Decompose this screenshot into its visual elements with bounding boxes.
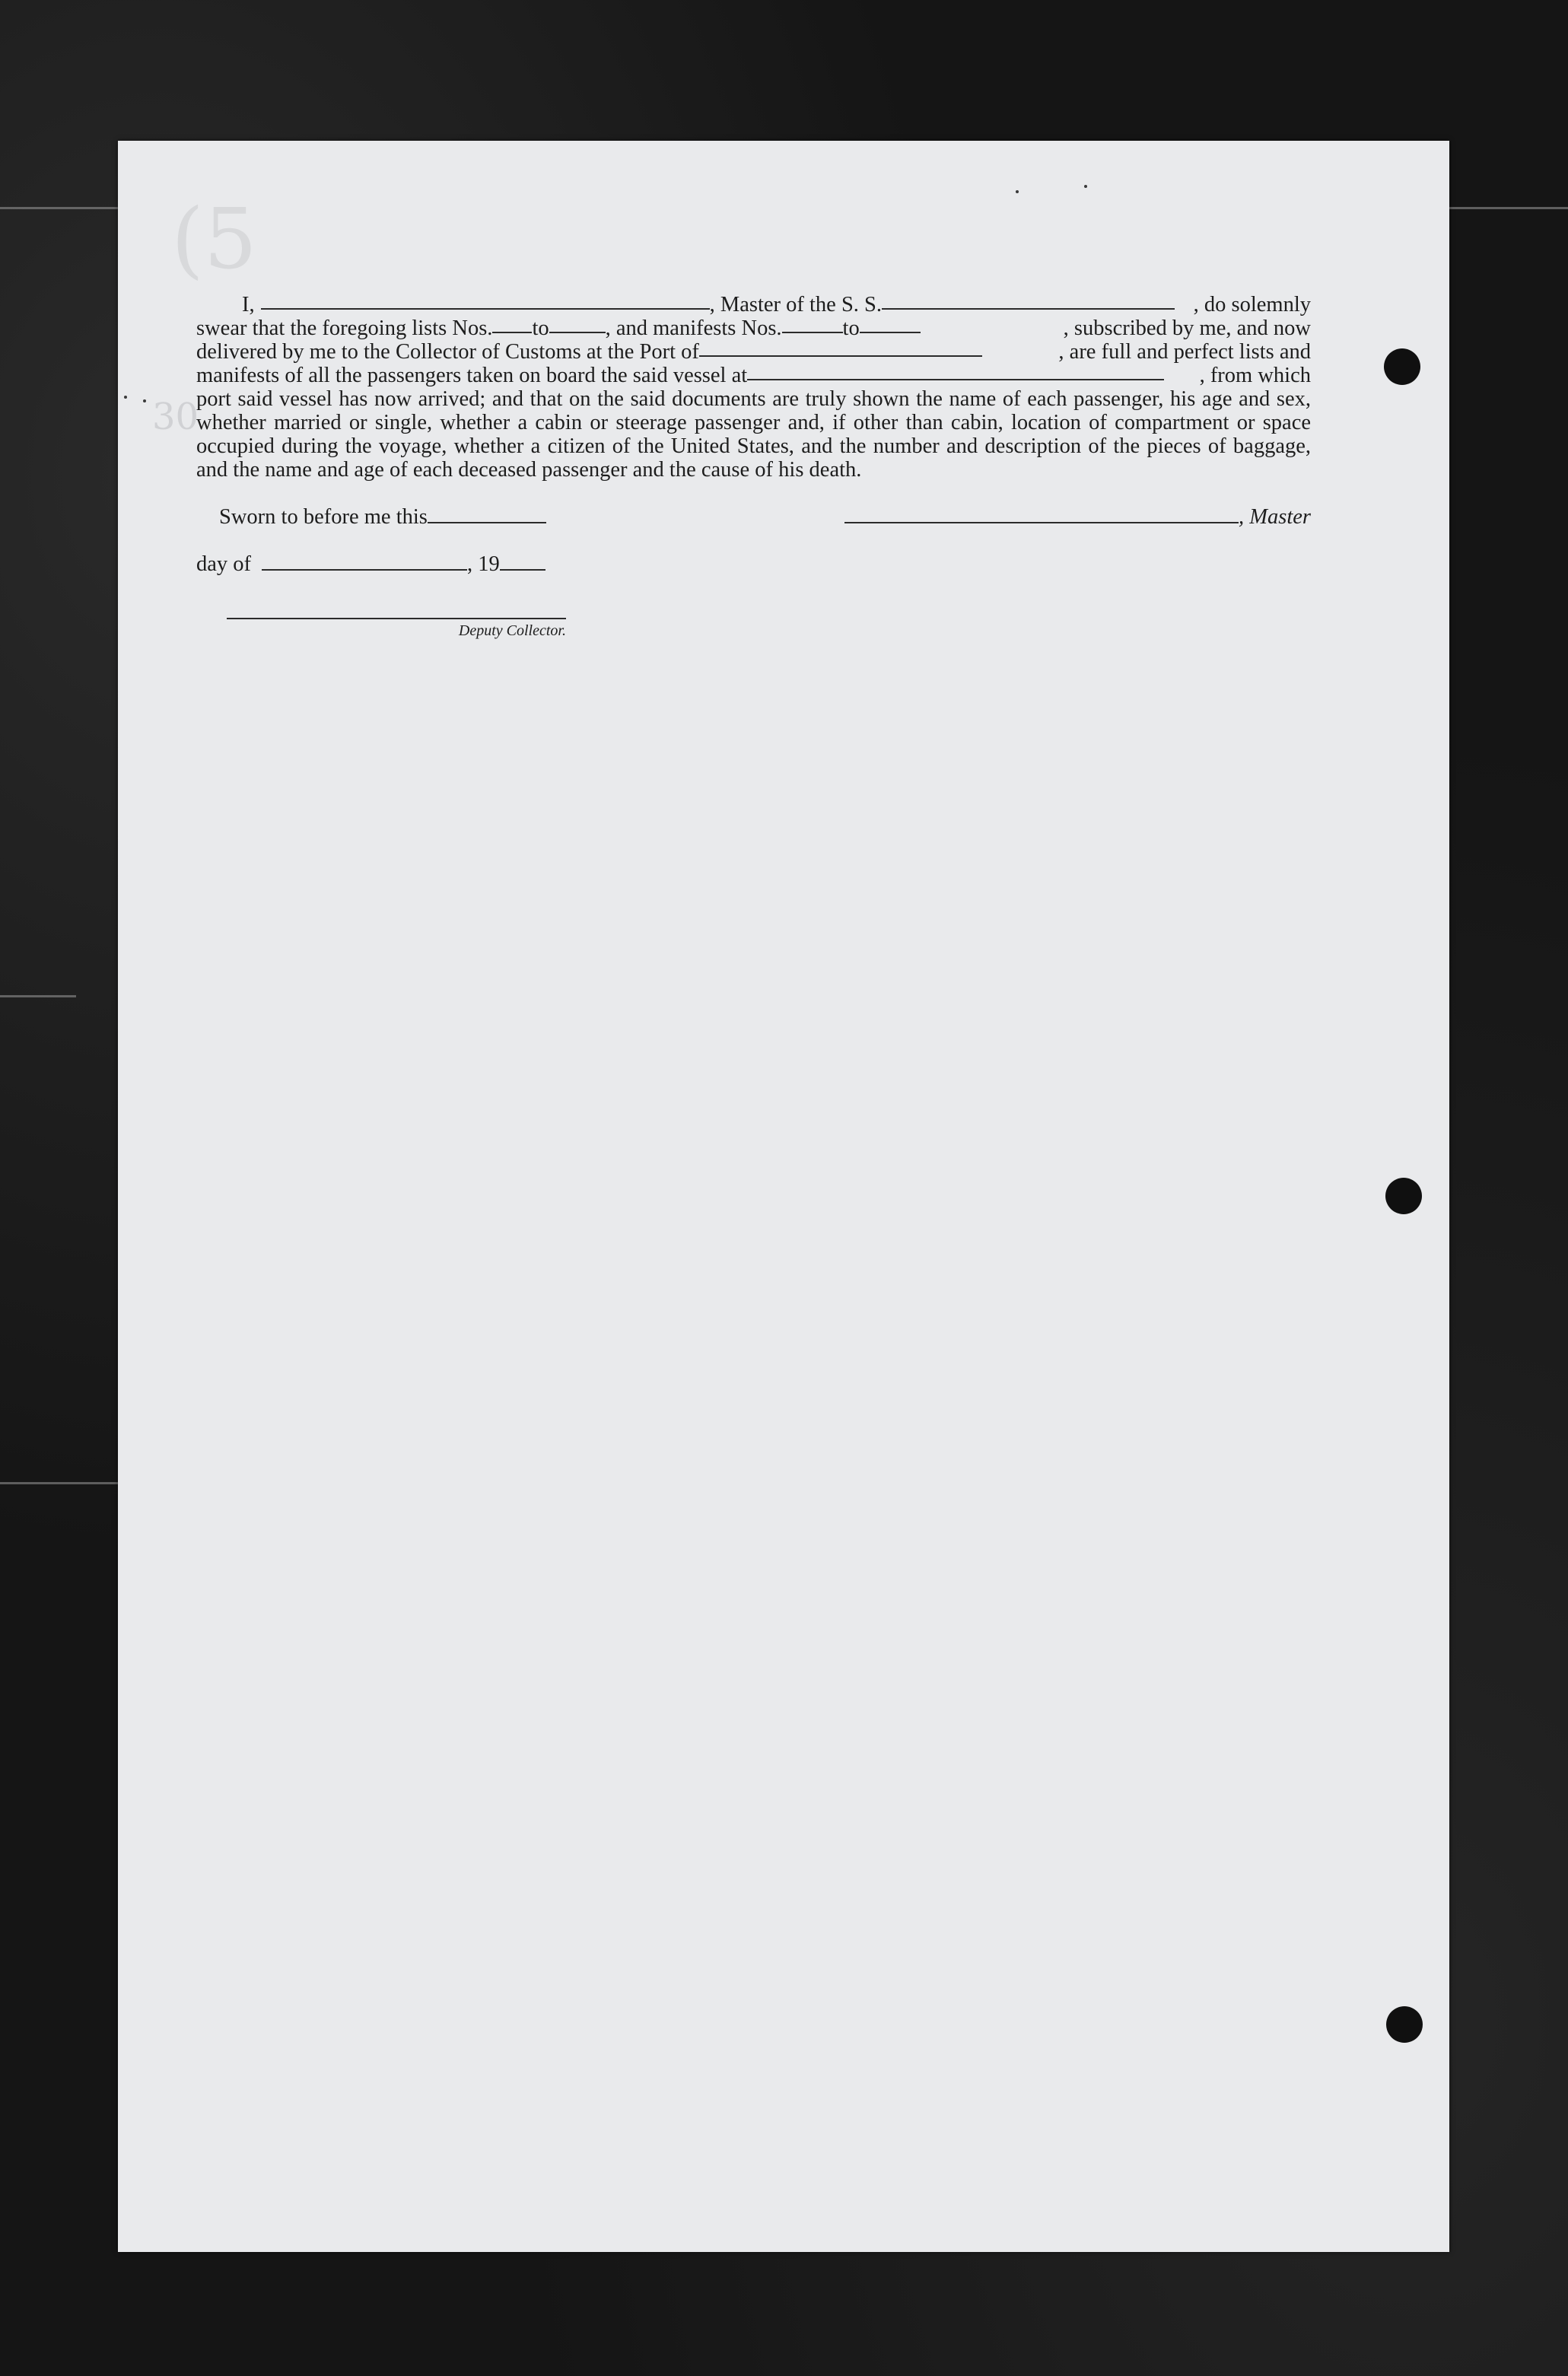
month-blank: [262, 554, 467, 571]
manifest-to-blank: [860, 316, 921, 333]
faint-stamp-mark: (5: [171, 190, 257, 288]
oath-from-which: , from which: [1199, 364, 1311, 387]
oath-swear-lists: swear that the foregoing lists Nos.: [196, 316, 493, 340]
oath-line-3: [196, 340, 1311, 364]
oath-to-1: to: [532, 316, 549, 340]
oath-subscribed: , subscribed by me, and now: [1063, 316, 1311, 340]
day-of-text: day of: [196, 552, 252, 576]
punch-hole: [1384, 348, 1420, 385]
sworn-text: Sworn to before me this: [219, 505, 428, 529]
oath-paragraph: [196, 293, 1311, 482]
year-prefix-text: , 19: [467, 552, 500, 576]
scan-artifact-line: [0, 1482, 122, 1484]
scan-speck: [1084, 185, 1087, 188]
punch-hole: [1385, 1178, 1422, 1214]
oath-to-2: to: [842, 316, 860, 340]
list-to-blank: [549, 316, 606, 333]
oath-line-1: [196, 293, 1311, 316]
sworn-day-blank: [428, 507, 546, 523]
embarkation-port-blank: [747, 364, 1164, 380]
date-row: [196, 552, 545, 577]
ship-name-blank: [882, 293, 1175, 310]
manifest-from-blank: [782, 316, 843, 333]
oath-body-text: port said vessel has now arrived; and that on the said documents are truly shown the name of each passenger, his age and sex, whether married or single, whether a cabin or steerage passenger and, if other than cabin, location of compartment or space occupied during the voyage, whether a citizen of the United States, and the number and description of the pieces of baggage, and the name and age of each deceased passenger and the cause of his death.: [196, 387, 1311, 482]
faint-page-number-mark: 30: [152, 396, 199, 438]
oath-line-2: [196, 316, 1311, 340]
oath-i: I,: [242, 293, 255, 316]
port-blank: [699, 340, 982, 357]
master-label: , Master: [1239, 505, 1311, 529]
year-blank: [500, 554, 545, 571]
master-name-blank: [261, 293, 710, 310]
master-signature-blank: [844, 507, 1239, 523]
list-from-blank: [492, 316, 532, 333]
master-signature-row: [844, 505, 1311, 530]
scan-artifact-line: [0, 995, 76, 997]
oath-line-4: [196, 364, 1311, 387]
sworn-row: [219, 505, 546, 530]
oath-delivered: delivered by me to the Collector of Customs at the Port of: [196, 340, 699, 364]
scan-speck: [143, 399, 146, 402]
oath-do-solemnly: , do solemnly: [1193, 293, 1311, 316]
oath-manifests: , and manifests Nos.: [605, 316, 782, 340]
scan-speck: [124, 396, 127, 399]
deputy-collector-signature-line: [227, 618, 566, 619]
punch-hole: [1386, 2006, 1423, 2043]
deputy-collector-label: Deputy Collector.: [458, 622, 566, 639]
scan-speck: [1016, 190, 1019, 193]
oath-manifests-all: manifests of all the passengers taken on board the said vessel at: [196, 364, 748, 387]
oath-full-perfect: , are full and perfect lists and: [1058, 340, 1311, 364]
oath-master-of: , Master of the S. S.: [709, 293, 883, 316]
